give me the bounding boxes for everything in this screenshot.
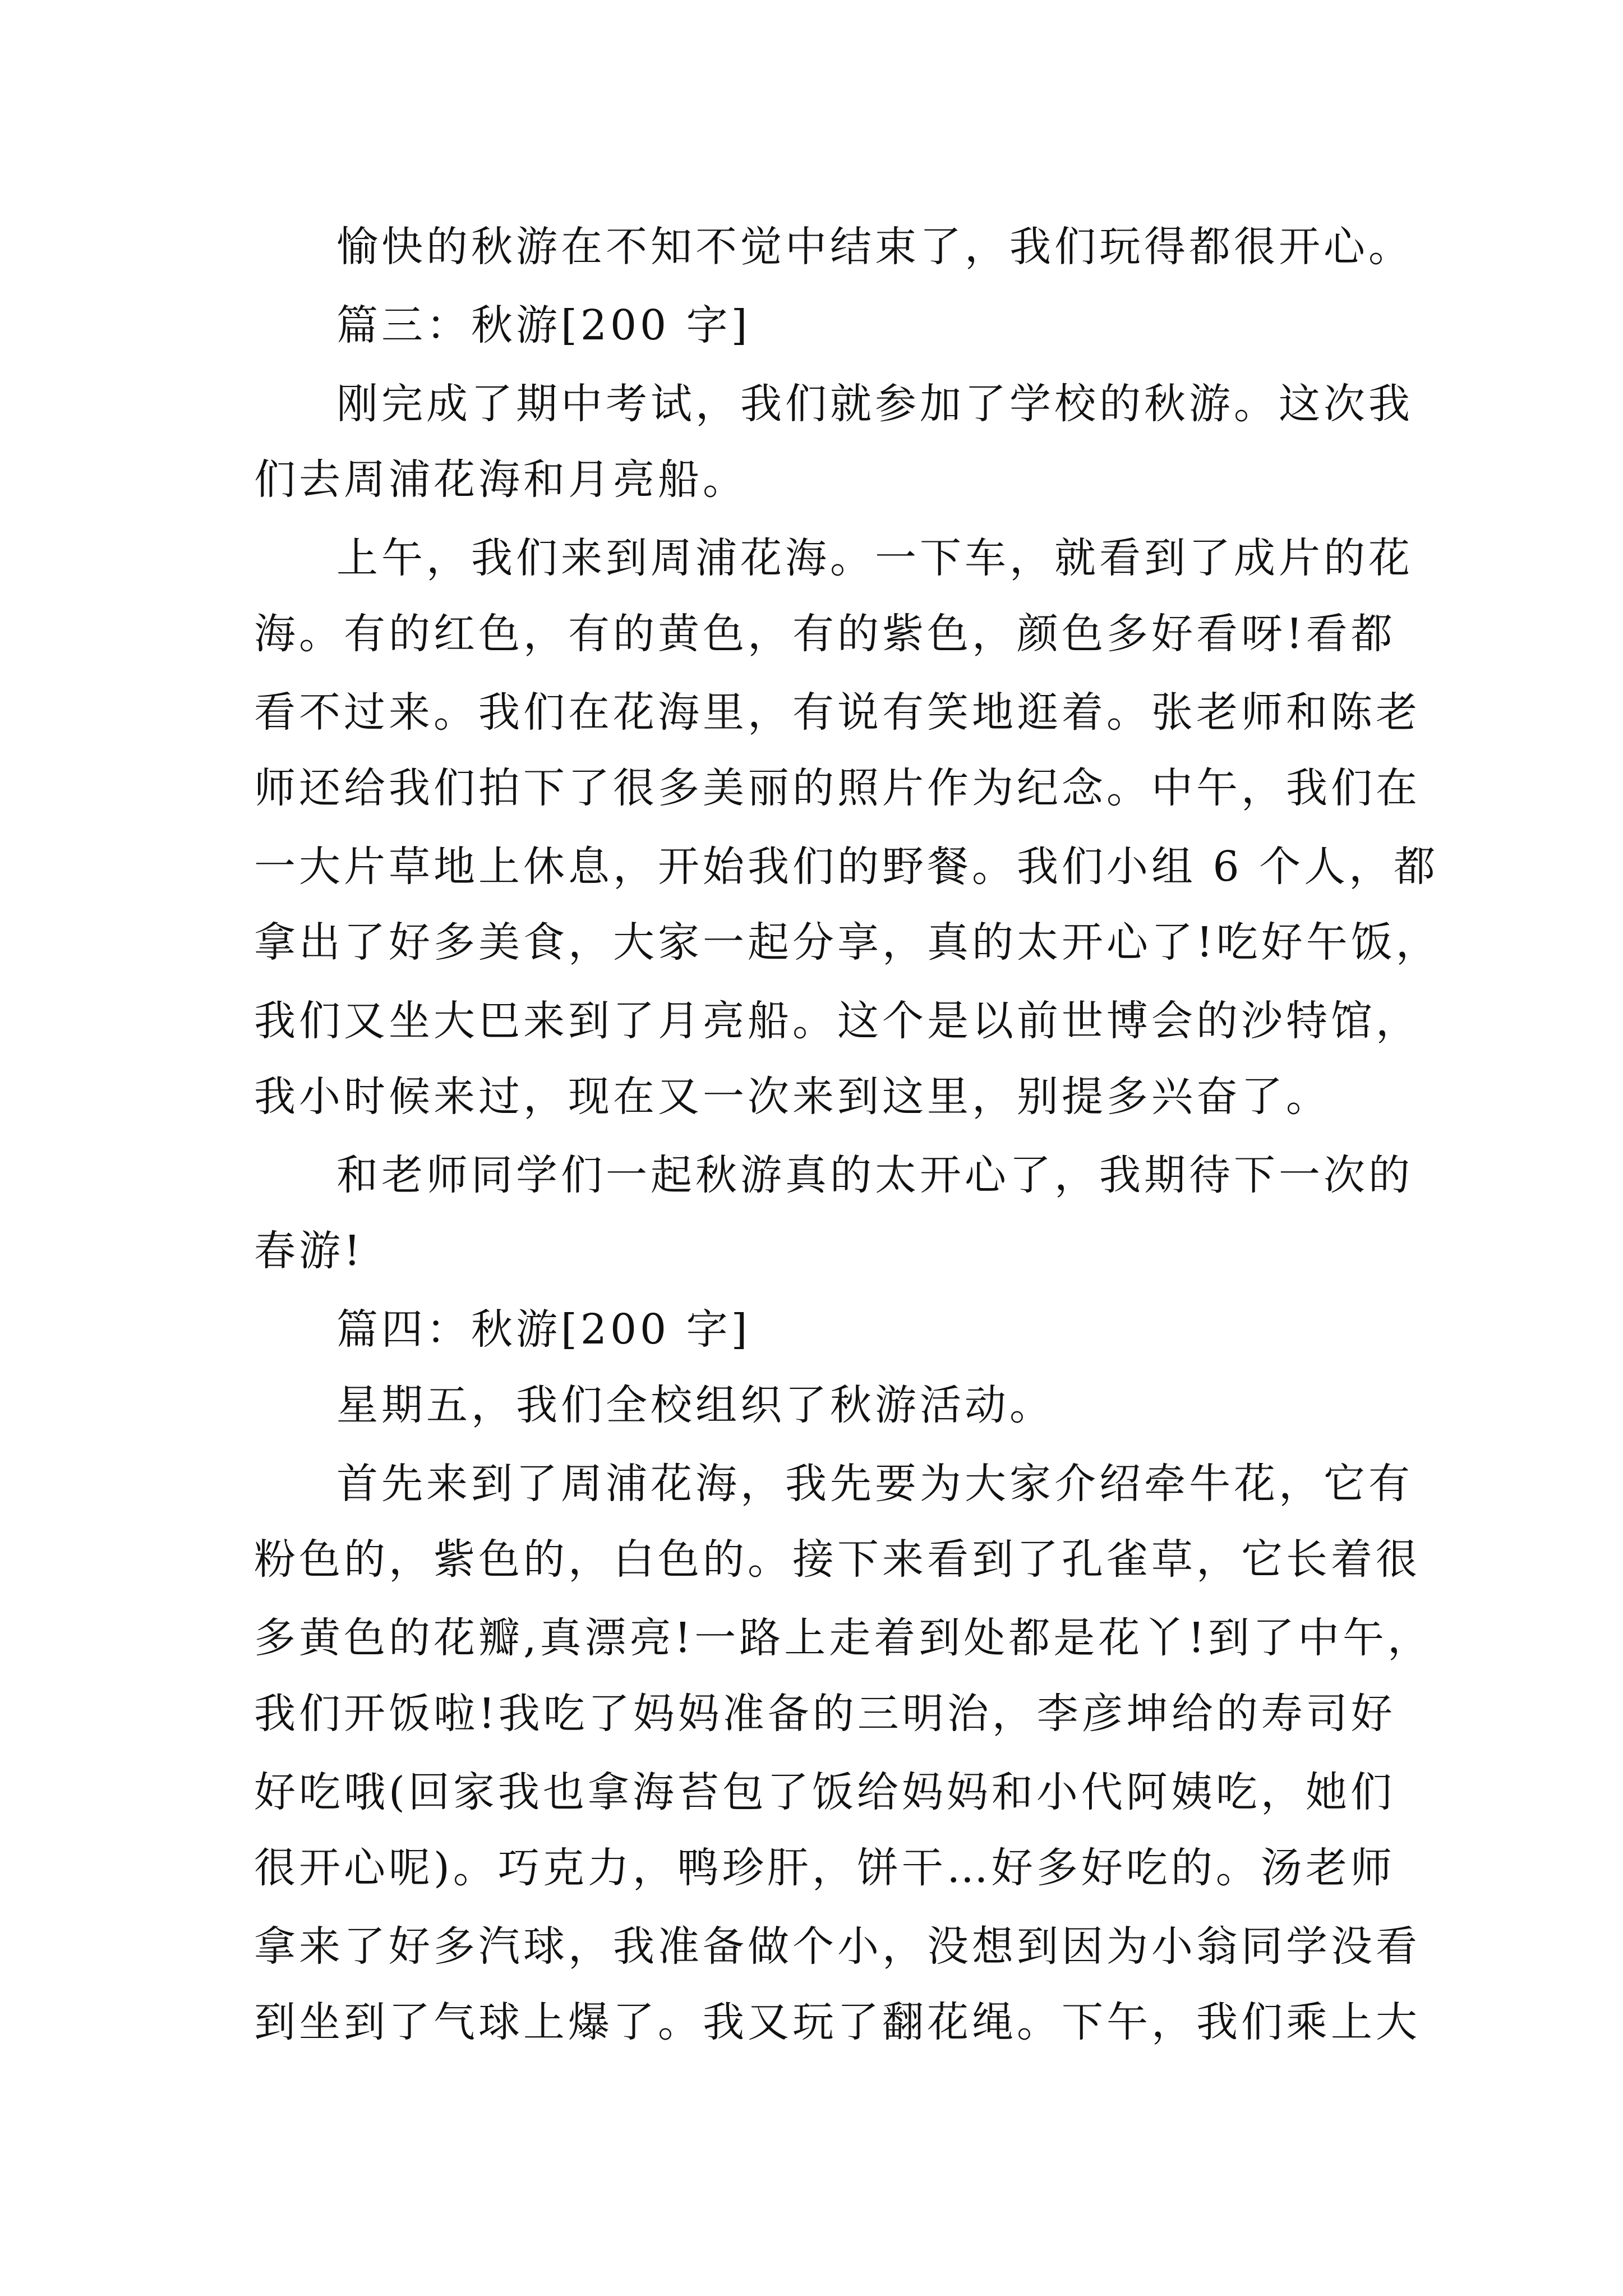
text-line: 愉快的秋游在不知不觉中结束了，我们玩得都很开心。 xyxy=(336,223,1413,271)
text-line: 我们开饭啦!我吃了妈妈准备的三明治，李彦坤给的寿司好 xyxy=(254,1690,1396,1738)
text-line: 们去周浦花海和月亮船。 xyxy=(254,455,748,504)
text-line: 我们又坐大巴来到了月亮船。这个是以前世博会的沙特馆， xyxy=(254,997,1421,1045)
text-line: 星期五，我们全校组织了秋游活动。 xyxy=(336,1381,1054,1429)
text-line: 春游! xyxy=(254,1227,364,1275)
text-line: 师还给我们拍下了很多美丽的照片作为纪念。中午，我们在 xyxy=(254,764,1421,812)
text-line: 看不过来。我们在花海里，有说有笑地逛着。张老师和陈老 xyxy=(254,688,1421,737)
text-line: 粉色的，紫色的，白色的。接下来看到了孔雀草，它长着很 xyxy=(254,1535,1421,1584)
text-line: 拿出了好多美食，大家一起分享，真的太开心了!吃好午饭， xyxy=(254,918,1441,967)
text-line: 上午，我们来到周浦花海。一下车，就看到了成片的花 xyxy=(336,534,1413,582)
text-line: 好吃哦(回家我也拿海苔包了饭给妈妈和小代阿姨吃，她们 xyxy=(254,1768,1395,1816)
text-line: 拿来了好多汽球，我准备做个小，没想到因为小翁同学没看 xyxy=(254,1922,1421,1971)
section-heading: 篇四：秋游[200 字] xyxy=(336,1305,751,1354)
text-line: 首先来到了周浦花海，我先要为大家介绍牵牛花，它有 xyxy=(336,1460,1413,1508)
text-line: 多黄色的花瓣,真漂亮!一路上走着到处都是花丫!到了中午， xyxy=(254,1614,1432,1662)
section-heading: 篇三：秋游[200 字] xyxy=(336,301,751,349)
text-line: 一大片草地上休息，开始我们的野餐。我们小组 6 个人，都 xyxy=(254,843,1439,891)
text-line: 海。有的红色，有的黄色，有的紫色，颜色多好看呀!看都 xyxy=(254,610,1396,658)
text-line: 到坐到了气球上爆了。我又玩了翻花绳。下午，我们乘上大 xyxy=(254,1998,1421,2046)
text-line: 刚完成了期中考试，我们就参加了学校的秋游。这次我 xyxy=(336,380,1413,428)
text-line: 和老师同学们一起秋游真的太开心了，我期待下一次的 xyxy=(336,1151,1413,1199)
text-line: 我小时候来过，现在又一次来到这里，别提多兴奋了。 xyxy=(254,1073,1331,1121)
text-line: 很开心呢)。巧克力，鸭珍肝，饼干…好多好吃的。汤老师 xyxy=(254,1844,1395,1892)
